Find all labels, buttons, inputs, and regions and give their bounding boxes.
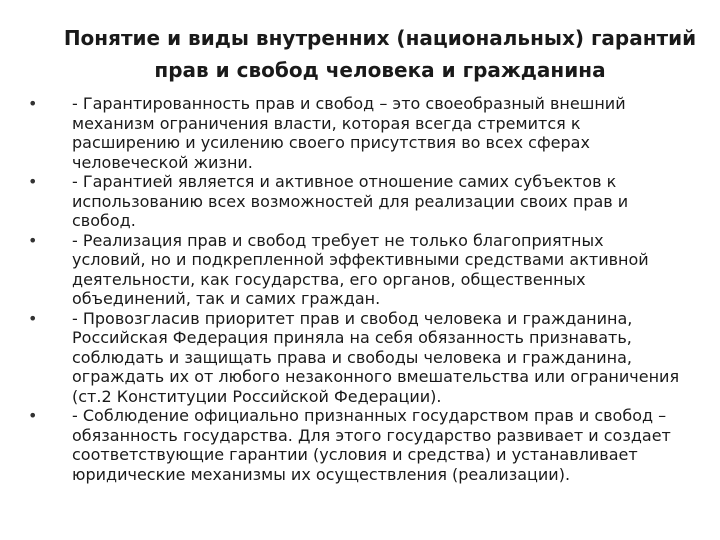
bullet-line: - Гарантированность прав и свобод – это своеобразный внешний [72,94,626,113]
bullet-line: обязанность государства. Для этого государство развивает и создает [72,425,671,445]
bullet-item-4 [28,309,696,407]
bullet-icon: • [28,94,38,113]
bullet-icon: • [28,172,38,191]
bullet-line: - Гарантией является и активное отношение самих субъектов к [72,172,617,191]
bullet-line: расширению и усилению своего присутствия во всех сферах [72,133,590,152]
bullet-line: - Провозгласив приоритет прав и свобод человека и гражданина, [72,308,633,328]
bullet-icon: • [28,230,38,250]
bullet-item-2 [28,172,696,231]
title-line-1: Понятие и виды внутренних (национальных) гарантий [63,26,697,50]
bullet-line: (ст.2 Конституции Российской Федерации). [72,386,442,406]
bullet-line: механизм ограничения власти, которая всегда стремится к [72,113,581,133]
bullet-list [28,94,696,484]
bullet-line: соответствующие гарантии (условия и средства) и устанавливает [72,445,638,464]
bullet-item-1 [28,94,696,172]
bullet-line: - Соблюдение официально признанных государством прав и свобод – [72,406,667,425]
bullet-line: объединений, так и самих граждан. [72,289,381,308]
bullet-icon: • [28,308,38,328]
bullet-line: ограждать их от любого незаконного вмешательства или ограничения [72,367,680,386]
bullet-item-3 [28,231,696,309]
bullet-line: условий, но и подкрепленной эффективными средствами активной [72,250,649,269]
bullet-line: человеческой жизни. [72,152,253,172]
bullet-line: Российская Федерация приняла на себя обязанность признавать, [72,328,632,347]
bullet-line: деятельности, как государства, его органов, общественных [72,269,586,289]
bullet-line: соблюдать и защищать права и свободы человека и гражданина, [72,347,632,367]
bullet-icon: • [28,406,38,425]
bullet-item-5 [28,406,696,484]
bullet-line: - Реализация прав и свобод требует не только благоприятных [72,230,604,250]
title-line-2: прав и свобод человека и гражданина [154,58,606,82]
slide-title [40,22,720,86]
bullet-line: свобод. [72,211,136,230]
bullet-line: юридические механизмы их осуществления (реализации). [72,464,571,484]
bullet-line: использованию всех возможностей для реализации своих прав и [72,191,629,211]
